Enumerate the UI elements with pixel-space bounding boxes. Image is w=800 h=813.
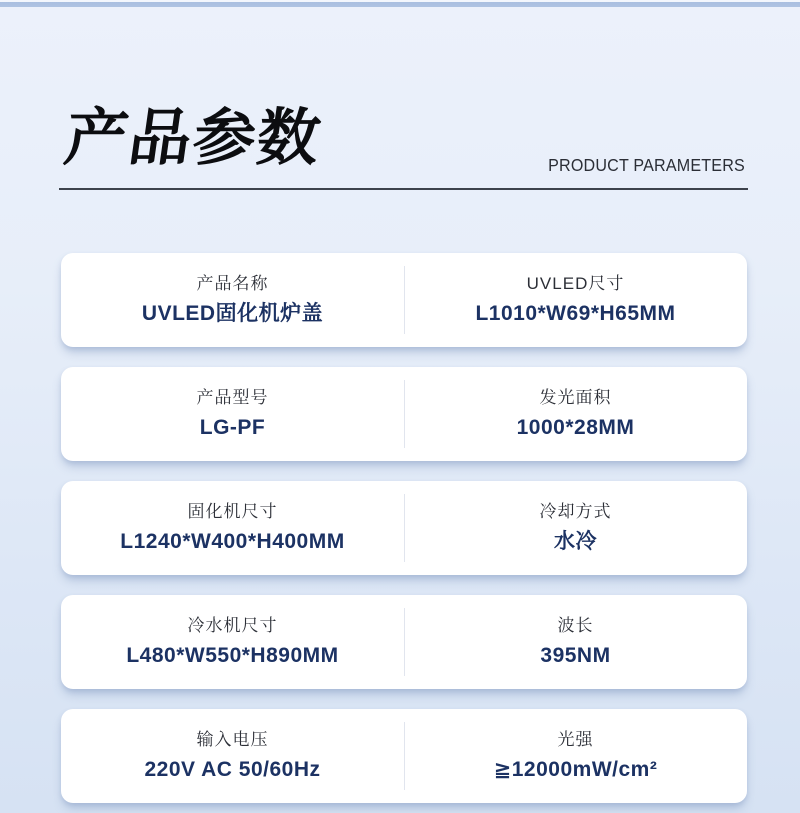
parameter-label: 冷却方式: [539, 501, 612, 521]
parameter-cell: [61, 253, 404, 347]
parameter-cell: [61, 595, 404, 689]
parameter-row: [61, 709, 747, 803]
page-subtitle: PRODUCT PARAMETERS: [548, 155, 745, 175]
parameter-label: 产品型号: [196, 387, 269, 407]
parameter-label: UVLED尺寸: [526, 273, 625, 293]
parameter-cell: [404, 367, 747, 461]
parameter-value: L1240*W400*H400MM: [120, 529, 345, 553]
parameter-value: 220V AC 50/60Hz: [144, 757, 321, 781]
parameter-value: ≧12000mW/cm²: [493, 757, 658, 781]
parameter-cell: [404, 481, 747, 575]
parameter-cell: [61, 709, 404, 803]
parameter-label: 光强: [557, 729, 594, 749]
header-divider: [59, 188, 748, 190]
parameter-row: [61, 367, 747, 461]
parameter-row: [61, 595, 747, 689]
parameter-label: 产品名称: [196, 273, 269, 293]
top-accent-band: [0, 0, 800, 7]
parameter-cards: [61, 253, 747, 803]
parameter-label: 冷水机尺寸: [187, 615, 278, 635]
section-header: [60, 88, 745, 178]
parameter-label: 波长: [557, 615, 594, 635]
parameter-row: [61, 253, 747, 347]
parameter-value: LG-PF: [199, 415, 266, 439]
parameter-value: L480*W550*H890MM: [126, 643, 339, 667]
parameter-value: L1010*W69*H65MM: [475, 301, 676, 325]
parameter-label: 固化机尺寸: [187, 501, 278, 521]
page-title: 产品参数: [60, 104, 327, 173]
parameter-cell: [61, 367, 404, 461]
parameter-cell: [61, 481, 404, 575]
parameter-value: 395NM: [540, 643, 611, 667]
parameter-cell: [404, 709, 747, 803]
parameter-label: 输入电压: [196, 729, 269, 749]
parameter-value: 1000*28MM: [516, 415, 635, 439]
parameter-cell: [404, 595, 747, 689]
parameter-value: UVLED固化机炉盖: [141, 301, 324, 325]
parameter-value: 水冷: [554, 529, 597, 553]
parameter-row: [61, 481, 747, 575]
parameter-cell: [404, 253, 747, 347]
parameter-label: 发光面积: [539, 387, 612, 407]
